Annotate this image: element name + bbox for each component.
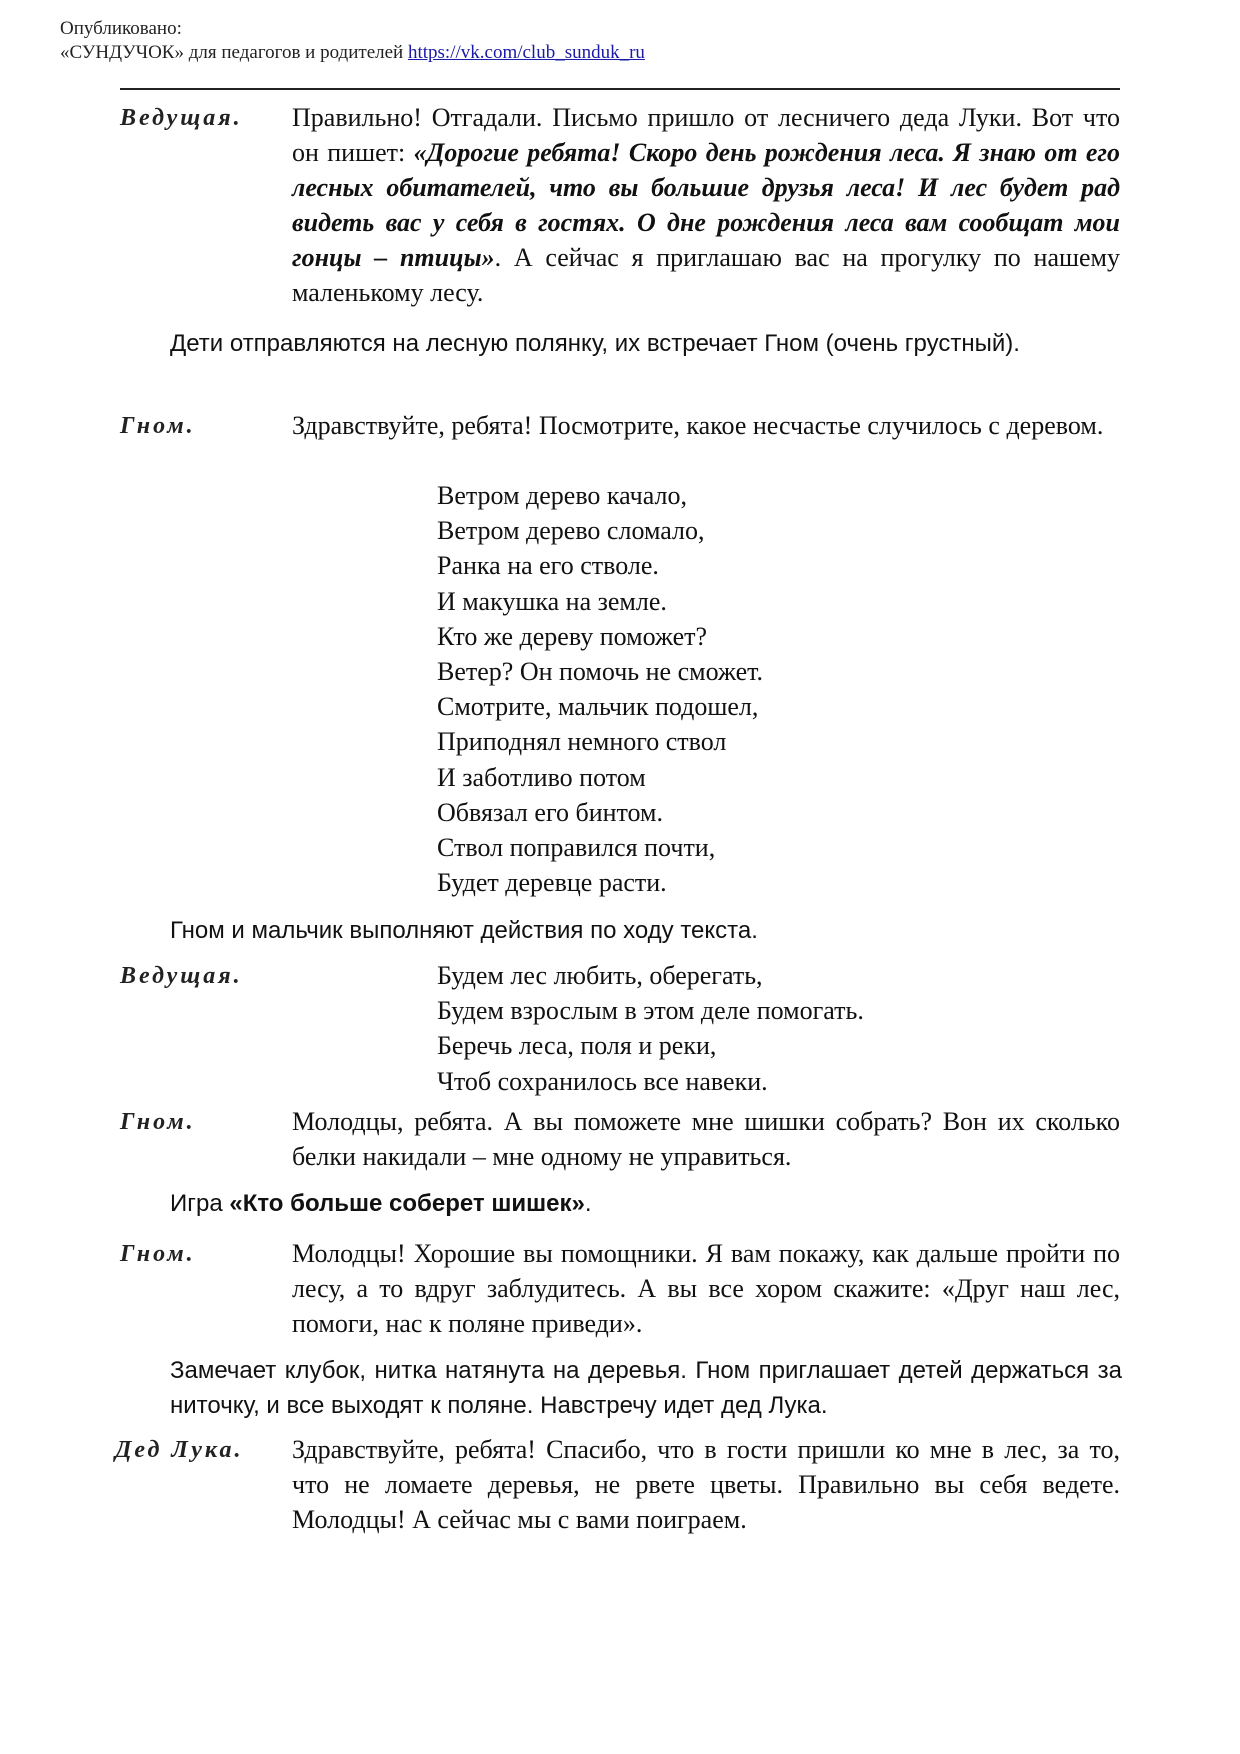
- poem-line: Обвязал его бинтом.: [437, 797, 664, 827]
- speech-text: Здравствуйте, ребята! Посмотрите, какое несчастье случилось с деревом.: [292, 411, 1104, 440]
- stage-direction: Замечает клубок, нитка натянута на деревья. Гном приглашает детей держаться за ниточку, и все выходят к поляне. Навстречу идет дед Лука.: [170, 1357, 1122, 1419]
- speech-text: Правильно! Отгадали. Письмо пришло от лесничего деда Луки. Вот что он пишет: «Дорогие ребята! Скоро день рождения леса. Я знаю от его лесных обитателей, что вы большие друзья леса! И лес будет рад видеть вас у себя в гостях. О дне рождения леса вам сообщат мои гонцы – птицы». А сейчас я приглашаю вас на прогулку по нашему маленькому лесу.: [292, 103, 1121, 307]
- poem-line: Приподнял немного ствол: [437, 727, 727, 757]
- poem-tree: [437, 478, 763, 900]
- poem-line: Ветром дерево качало,: [437, 481, 687, 510]
- stage-direction: Дети отправляются на лесную полянку, их встречает Гном (очень грустный).: [170, 330, 1020, 357]
- poem-line: И макушка на земле.: [437, 586, 667, 616]
- game-title: «Кто больше соберет шишек»: [229, 1190, 585, 1217]
- poem-line: Будет деревце расти.: [437, 868, 667, 898]
- speaker-label: Гном.: [120, 413, 196, 439]
- poem-line: Будем лес любить, оберегать,: [437, 961, 763, 990]
- speech-text: Здравствуйте, ребята! Спасибо, что в гости пришли ко мне в лес, за то, что не ломаете деревья, не рвете цветы. Правильно вы себя ведете. Молодцы! А сейчас мы с вами поиграем.: [292, 1435, 1120, 1534]
- game-direction: Игра «Кто больше соберет шишек».: [170, 1190, 592, 1217]
- poem-forest: [437, 958, 864, 1099]
- poem-line: Чтоб сохранилось все навеки.: [437, 1066, 768, 1096]
- poem-line: Смотрите, мальчик подошел,: [437, 692, 759, 722]
- poem-line: Кто же дереву поможет?: [437, 621, 708, 651]
- header-rule: [120, 88, 1120, 90]
- speaker-label: Дед Лука.: [115, 1437, 244, 1463]
- poem-line: Ветром дерево сломало,: [437, 516, 705, 546]
- source-line: [60, 42, 645, 64]
- speaker-label: Ведущая.: [120, 105, 243, 131]
- stage-direction: Гном и мальчик выполняют действия по ходу текста.: [170, 917, 758, 944]
- speech-text: Молодцы, ребята. А вы поможете мне шишки собрать? Вон их сколько белки накидали – мне одному не управиться.: [292, 1107, 1120, 1171]
- poem-line: Будем взрослым в этом деле помогать.: [437, 996, 864, 1026]
- letter-quote: «Дорогие ребята! Скоро день рождения леса. Я знаю от его лесных обитателей, что вы большие друзья леса! И лес будет рад видеть вас у себя в гостях. О дне рождения леса вам сообщат мои гонцы – птицы»: [292, 138, 1121, 272]
- speaker-label: Гном.: [120, 1241, 196, 1267]
- poem-line: Ветер? Он помочь не сможет.: [437, 657, 764, 687]
- source-name: «СУНДУЧОК» для педагогов и родителей: [60, 42, 404, 63]
- speech-text: Молодцы! Хорошие вы помощники. Я вам покажу, как дальше пройти по лесу, а то вдруг заблудитесь. А вы все хором скажите: «Друг наш лес, помоги, нас к поляне приведи».: [292, 1239, 1120, 1338]
- speaker-label: Гном.: [120, 1109, 196, 1135]
- source-link[interactable]: https://vk.com/club_sunduk_ru: [407, 42, 645, 63]
- poem-line: Беречь леса, поля и реки,: [437, 1031, 717, 1061]
- poem-line: Ствол поправился почти,: [437, 833, 716, 863]
- speaker-label: Ведущая.: [120, 963, 243, 989]
- poem-line: И заботливо потом: [437, 762, 646, 792]
- published-label: Опубликовано:: [60, 18, 182, 39]
- poem-line: Ранка на его стволе.: [437, 551, 659, 581]
